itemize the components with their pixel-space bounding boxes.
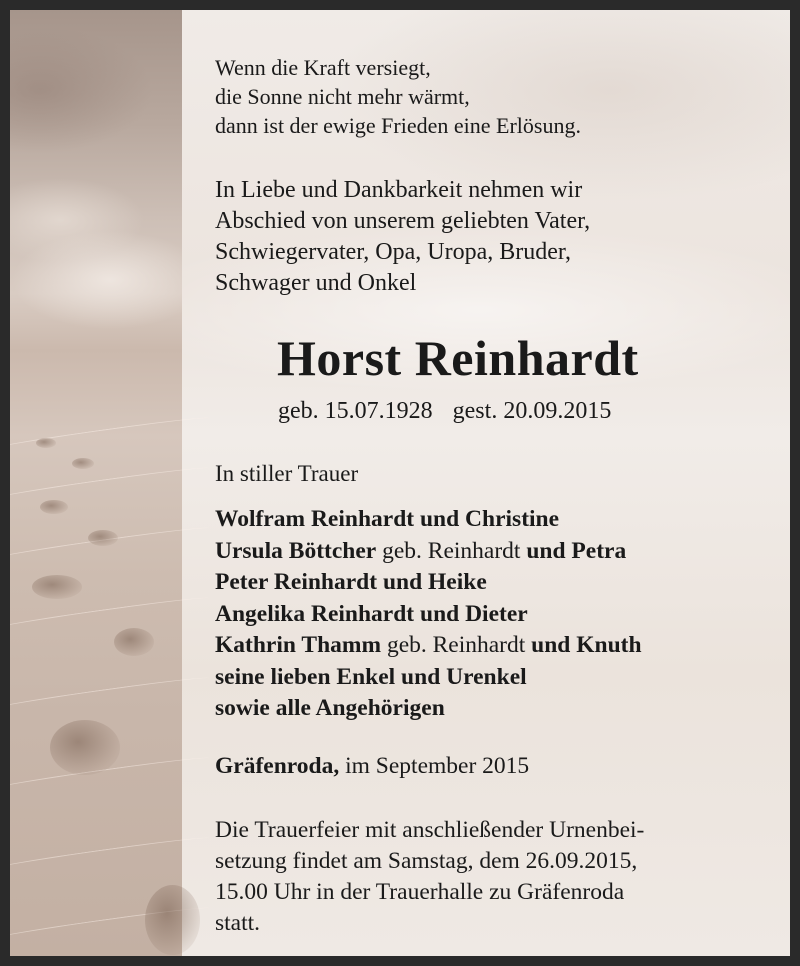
life-dates [278, 396, 611, 426]
intro-line: Schwager und Onkel [215, 270, 417, 296]
intro-line: Abschied von unserem geliebten Vater, [215, 208, 591, 234]
ceremony-line: statt. [215, 910, 261, 936]
town: Gräfenroda, [215, 753, 340, 779]
family-member: Angelika Reinhardt und Dieter [215, 600, 528, 627]
ceremony-info [215, 816, 644, 940]
family-list [215, 504, 642, 725]
verse-line: Wenn die Kraft versiegt, [215, 55, 431, 80]
ceremony-line: 15.00 Uhr in der Trauerhalle zu Gräfenroda [215, 879, 625, 905]
family-member: sowie alle Angehörigen [215, 695, 445, 721]
family-member: Ursula Böttcher geb. Reinhardt und Petra [215, 537, 627, 564]
place-date [215, 752, 529, 780]
verse-line: dann ist der ewige Frieden eine Erlösung. [215, 113, 581, 138]
ceremony-line: setzung findet am Samstag, dem 26.09.2015, [215, 848, 638, 874]
family-member: seine lieben Enkel und Urenkel [215, 663, 527, 690]
footprints-sand-image [10, 10, 182, 956]
intro-line: Schwiegervater, Opa, Uropa, Bruder, [215, 239, 571, 265]
family-member: Kathrin Thamm geb. Reinhardt und Knuth [215, 632, 642, 658]
death-date: gest. 20.09.2015 [452, 398, 612, 424]
birth-date: geb. 15.07.1928 [278, 398, 433, 424]
family-member: Wolfram Reinhardt und Christine [215, 506, 560, 532]
family-member: Peter Reinhardt und Heike [215, 569, 487, 595]
month-year: im September 2015 [339, 753, 530, 779]
mourning-label: In stiller Trauer [215, 461, 359, 486]
ceremony-line: Die Trauerfeier mit anschließender Urnenbei- [215, 817, 645, 843]
verse-line: die Sonne nicht mehr wärmt, [215, 84, 470, 109]
verse [215, 54, 581, 141]
intro-line: In Liebe und Dankbarkeit nehmen wir [215, 177, 583, 203]
intro [215, 176, 590, 300]
deceased-name: Horst Reinhardt [277, 330, 639, 386]
